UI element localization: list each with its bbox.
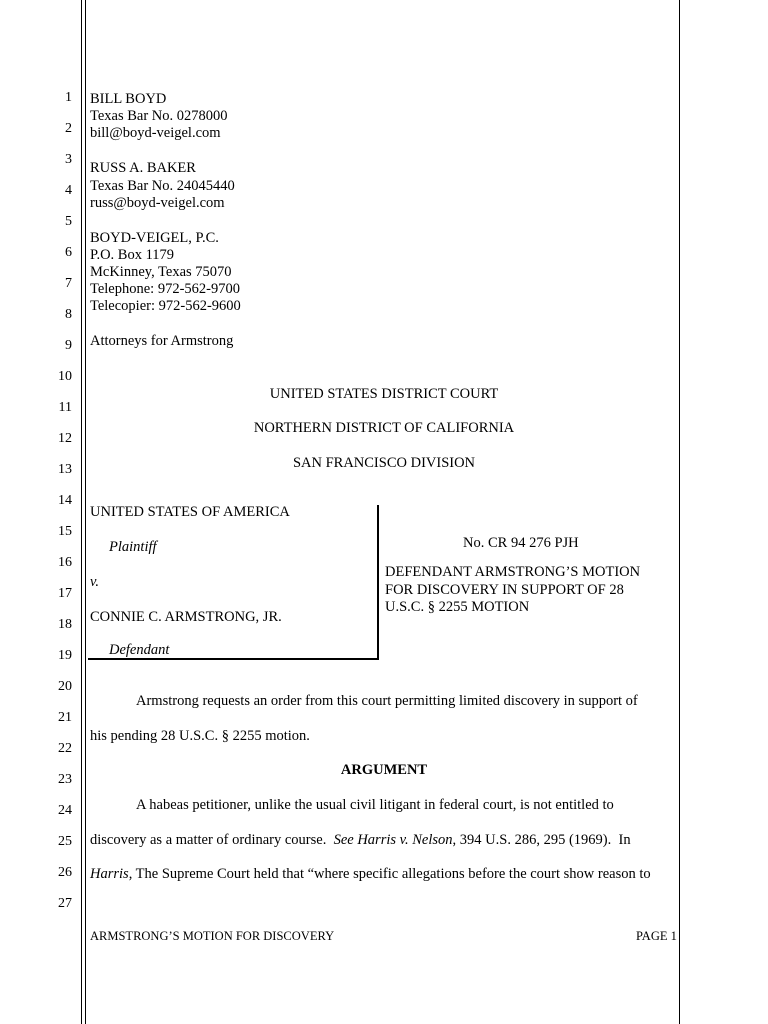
motion-title-line: FOR DISCOVERY IN SUPPORT OF 28 (385, 582, 624, 598)
line-number: 6 (65, 245, 72, 260)
line-number: 14 (58, 493, 72, 508)
motion-title-line: DEFENDANT ARMSTRONG’S MOTION (385, 564, 641, 580)
case-number: No. CR 94 276 PJH (463, 535, 579, 551)
footer-title: ARMSTRONG’S MOTION FOR DISCOVERY (90, 929, 335, 943)
court-district: NORTHERN DISTRICT OF CALIFORNIA (253, 420, 515, 436)
line-number: 17 (58, 586, 72, 601)
left-margin-rule-2 (85, 0, 86, 1024)
case-citation: See Harris v. Nelson (333, 832, 453, 848)
court-division: SAN FRANCISCO DIVISION (292, 455, 476, 471)
line-number: 10 (58, 369, 72, 384)
body-line (90, 866, 651, 883)
attorneys-for: Attorneys for Armstrong (90, 333, 234, 349)
attorney-email: russ@boyd-veigel.com (90, 195, 225, 211)
line-number: 9 (65, 338, 72, 353)
line-number: 19 (58, 648, 72, 663)
body-line: his pending 28 U.S.C. § 2255 motion. (90, 728, 310, 744)
body-line: Armstrong requests an order from this court permitting limited discovery in support of (136, 693, 638, 709)
line-number: 8 (65, 307, 72, 322)
footer-page-number: PAGE 1 (636, 929, 677, 943)
line-number: 22 (58, 741, 72, 756)
firm-city: McKinney, Texas 75070 (90, 264, 232, 280)
plaintiff-name: UNITED STATES OF AMERICA (90, 504, 290, 520)
line-number: 11 (58, 400, 72, 415)
firm-name: BOYD-VEIGEL, P.C. (90, 230, 219, 246)
caption-divider-horizontal (88, 658, 379, 660)
line-number: 1 (65, 90, 72, 105)
line-number: 23 (58, 772, 72, 787)
right-margin-rule (679, 0, 680, 1024)
attorney-bar-number: Texas Bar No. 0278000 (90, 108, 228, 124)
line-number: 18 (58, 617, 72, 632)
line-number: 2 (65, 121, 72, 136)
line-number: 25 (58, 834, 72, 849)
body-text: discovery as a matter of ordinary course. (90, 832, 334, 848)
court-name: UNITED STATES DISTRICT COURT (269, 386, 499, 402)
plaintiff-role: Plaintiff (109, 539, 157, 555)
firm-address: P.O. Box 1179 (90, 247, 175, 263)
line-number: 26 (58, 865, 72, 880)
left-margin-rule-1 (81, 0, 82, 1024)
body-text: , 394 U.S. 286, 295 (1969). In (452, 832, 631, 848)
line-number: 13 (58, 462, 72, 477)
attorney-bar-number: Texas Bar No. 24045440 (90, 178, 235, 194)
line-number: 7 (65, 276, 72, 291)
firm-telephone: Telephone: 972-562-9700 (90, 281, 240, 297)
firm-telecopier: Telecopier: 972-562-9600 (90, 298, 241, 314)
caption-divider-vertical (377, 505, 379, 660)
body-line (90, 832, 631, 849)
line-number: 3 (65, 152, 72, 167)
case-citation: Harris (90, 866, 129, 882)
attorney-name: BILL BOYD (90, 91, 167, 107)
line-number: 27 (58, 896, 72, 911)
line-number: 15 (58, 524, 72, 539)
attorney-name: RUSS A. BAKER (90, 160, 196, 176)
body-line: A habeas petitioner, unlike the usual civil litigant in federal court, is not entitled to (136, 797, 614, 813)
line-number: 20 (58, 679, 72, 694)
line-number: 4 (65, 183, 72, 198)
versus: v. (90, 574, 99, 590)
defendant-role: Defendant (109, 642, 170, 658)
section-heading: ARGUMENT (340, 762, 428, 778)
body-text: , The Supreme Court held that “where specific allegations before the court show reason to (128, 866, 651, 882)
line-number: 5 (65, 214, 72, 229)
line-number: 24 (58, 803, 72, 818)
attorney-email: bill@boyd-veigel.com (90, 125, 221, 141)
line-number: 16 (58, 555, 72, 570)
line-number: 21 (58, 710, 72, 725)
line-number: 12 (58, 431, 72, 446)
motion-title-line: U.S.C. § 2255 MOTION (385, 599, 530, 615)
defendant-name: CONNIE C. ARMSTRONG, JR. (90, 609, 282, 625)
